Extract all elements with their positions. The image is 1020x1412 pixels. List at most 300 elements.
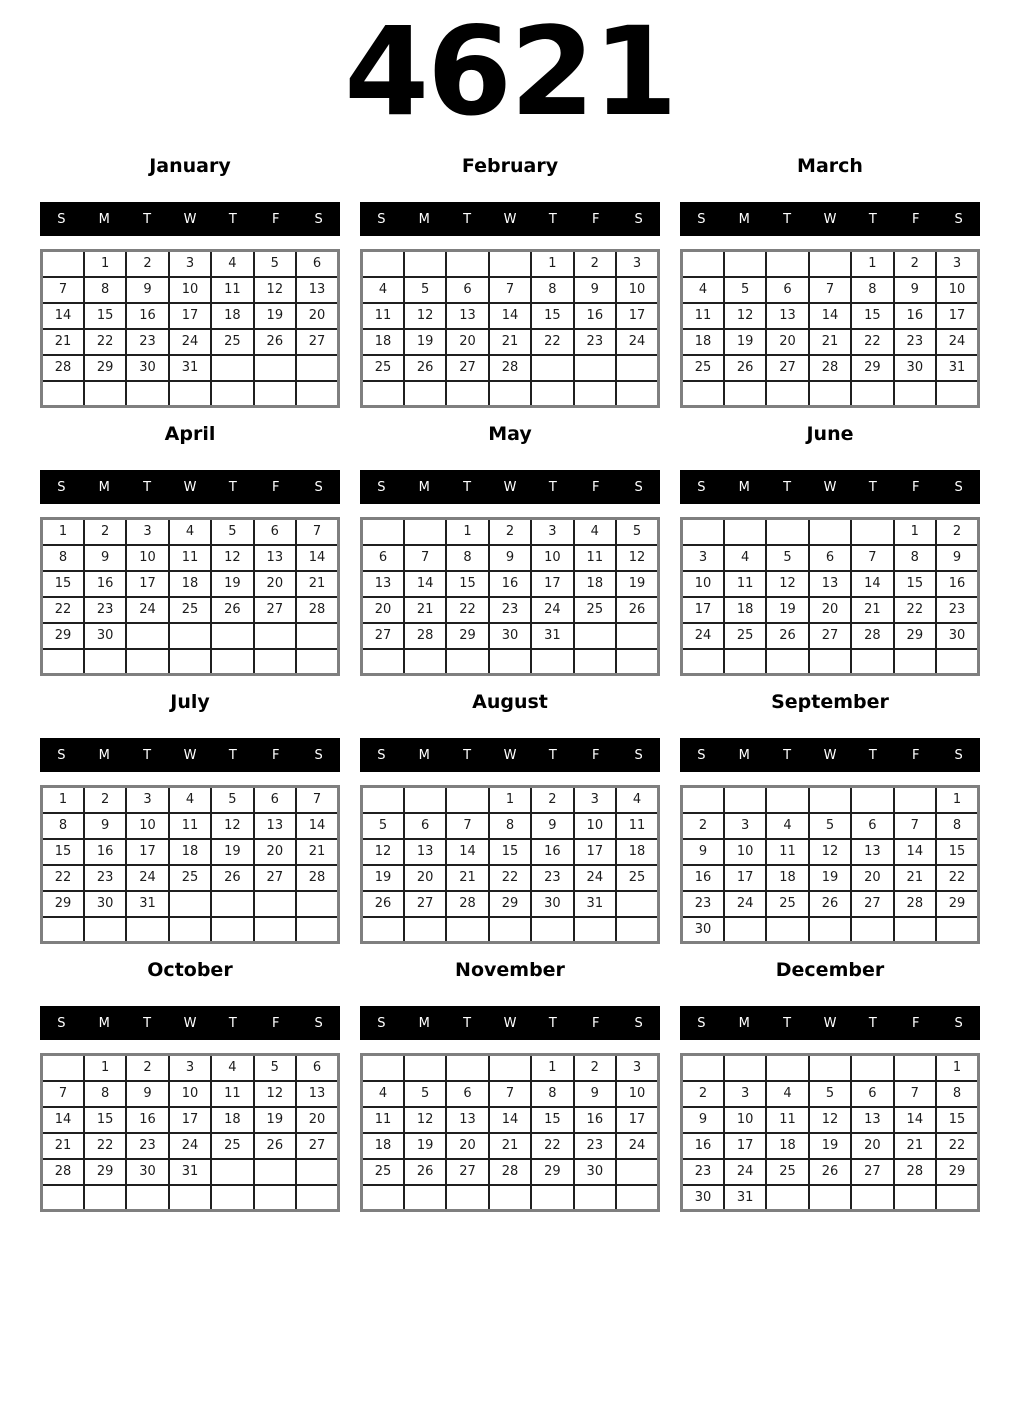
date-cell: 27 [254,865,296,891]
empty-cell [616,623,658,649]
date-cell: 9 [682,1107,724,1133]
date-cell: 24 [574,865,616,891]
date-cell: 1 [851,251,893,277]
weekday-letter: M [738,747,750,763]
date-cell: 18 [682,329,724,355]
weekday-letter: F [591,1015,600,1031]
weekday-letter: S [697,479,706,495]
date-cell: 6 [851,1081,893,1107]
date-cell: 8 [42,545,84,571]
date-cell: 3 [616,1055,658,1081]
date-cell: 23 [682,891,724,917]
date-cell: 15 [42,571,84,597]
date-cell: 18 [211,303,253,329]
date-cell: 24 [724,891,766,917]
date-cell: 13 [404,839,446,865]
date-cell: 21 [809,329,851,355]
date-cell: 2 [84,787,126,813]
weekday-letter: S [697,747,706,763]
dates-table [680,785,980,944]
month-march [680,154,980,408]
date-cell: 21 [489,329,531,355]
week-row [42,381,339,407]
empty-cell [531,355,573,381]
date-cell: 22 [42,865,84,891]
date-cell: 7 [42,277,84,303]
week-row [682,303,979,329]
empty-cell [169,381,211,407]
dates-table [40,517,340,676]
week-row [362,381,659,407]
date-cell: 25 [574,597,616,623]
date-cell: 24 [126,865,168,891]
date-cell: 15 [84,1107,126,1133]
empty-cell [809,649,851,675]
date-cell: 4 [211,251,253,277]
date-cell: 3 [169,1055,211,1081]
date-cell: 14 [894,1107,936,1133]
empty-cell [362,917,404,943]
empty-cell [169,891,211,917]
weekday-letter: M [98,747,110,763]
dates-table [40,249,340,408]
week-row [682,623,979,649]
week-row [362,1159,659,1185]
weekday-letter: F [911,211,920,227]
weekday-letter: F [271,1015,280,1031]
date-cell: 21 [404,597,446,623]
date-cell: 7 [296,519,338,545]
empty-cell [616,381,658,407]
weekday-letter: T [143,479,152,495]
weekday-header [680,202,980,236]
weekday-letter: T [783,747,792,763]
dates-body [42,1055,339,1211]
empty-cell [362,251,404,277]
empty-cell [936,917,978,943]
weekday-letter: S [57,1015,66,1031]
date-cell: 21 [42,1133,84,1159]
weekday-header [40,202,340,236]
date-cell: 7 [296,787,338,813]
date-cell: 11 [574,545,616,571]
weekday-letter: F [271,747,280,763]
week-row [362,623,659,649]
empty-cell [724,917,766,943]
date-cell: 31 [724,1185,766,1211]
date-cell: 27 [446,1159,488,1185]
empty-cell [446,381,488,407]
month-august [360,690,660,944]
empty-cell [446,251,488,277]
empty-cell [809,381,851,407]
date-cell: 3 [169,251,211,277]
weekday-letter: F [911,747,920,763]
weekday-letter: S [954,747,963,763]
weekday-letter: W [503,747,517,763]
week-row [682,1107,979,1133]
empty-cell [446,1185,488,1211]
week-row [362,1055,659,1081]
weekday-letter: T [228,747,237,763]
weekday-letter: T [463,747,472,763]
weekday-letter: M [738,211,750,227]
date-cell: 23 [84,597,126,623]
empty-cell [616,649,658,675]
weekday-letter: T [548,479,557,495]
date-cell: 3 [531,519,573,545]
dates-body [682,519,979,675]
empty-cell [84,917,126,943]
date-cell: 28 [809,355,851,381]
empty-cell [211,649,253,675]
date-cell: 7 [894,813,936,839]
weekday-letter: T [463,479,472,495]
empty-cell [682,519,724,545]
empty-cell [296,381,338,407]
date-cell: 29 [42,623,84,649]
empty-cell [296,649,338,675]
empty-cell [126,917,168,943]
date-cell: 10 [936,277,978,303]
empty-cell [724,787,766,813]
weekday-letter: S [954,211,963,227]
date-cell: 26 [211,865,253,891]
week-row [362,649,659,675]
date-cell: 17 [936,303,978,329]
date-cell: 25 [682,355,724,381]
weekday-header [360,738,660,772]
week-row [362,597,659,623]
date-cell: 4 [211,1055,253,1081]
date-cell: 26 [809,1159,851,1185]
date-cell: 9 [84,545,126,571]
date-cell: 12 [809,839,851,865]
date-cell: 4 [169,519,211,545]
date-cell: 21 [851,597,893,623]
weekday-header [680,470,980,504]
date-cell: 19 [724,329,766,355]
date-cell: 2 [126,251,168,277]
date-cell: 15 [531,303,573,329]
date-cell: 18 [724,597,766,623]
date-cell: 24 [531,597,573,623]
date-cell: 9 [936,545,978,571]
empty-cell [254,623,296,649]
date-cell: 24 [169,1133,211,1159]
date-cell: 29 [446,623,488,649]
empty-cell [724,519,766,545]
empty-cell [42,251,84,277]
empty-cell [42,649,84,675]
date-cell: 11 [362,1107,404,1133]
date-cell: 6 [296,1055,338,1081]
empty-cell [851,649,893,675]
date-cell: 27 [296,1133,338,1159]
empty-cell [404,1185,446,1211]
date-cell: 13 [851,839,893,865]
date-cell: 5 [254,251,296,277]
date-cell: 18 [766,865,808,891]
empty-cell [446,917,488,943]
weekday-letter: W [503,1015,517,1031]
date-cell: 4 [766,1081,808,1107]
empty-cell [894,649,936,675]
date-cell: 9 [531,813,573,839]
empty-cell [851,917,893,943]
empty-cell [682,649,724,675]
month-name: August [472,691,548,714]
empty-cell [211,1159,253,1185]
weekday-letter: S [377,747,386,763]
date-cell: 28 [296,597,338,623]
weekday-letter: W [503,211,517,227]
empty-cell [531,1185,573,1211]
date-cell: 29 [851,355,893,381]
date-cell: 6 [362,545,404,571]
date-cell: 26 [254,1133,296,1159]
date-cell: 27 [851,1159,893,1185]
date-cell: 19 [211,571,253,597]
week-row [42,545,339,571]
date-cell: 11 [169,545,211,571]
week-row [682,649,979,675]
empty-cell [296,891,338,917]
weekday-letter: W [183,211,197,227]
date-cell: 4 [362,277,404,303]
weekday-letter: T [868,211,877,227]
date-cell: 18 [574,571,616,597]
weekday-letter: M [418,211,430,227]
empty-cell [126,1185,168,1211]
weekday-letter: F [591,479,600,495]
date-cell: 12 [254,1081,296,1107]
empty-cell [362,381,404,407]
date-cell: 12 [254,277,296,303]
date-cell: 6 [254,519,296,545]
weekday-letter: W [183,1015,197,1031]
month-name: June [806,423,854,446]
date-cell: 1 [446,519,488,545]
empty-cell [724,381,766,407]
week-row [682,597,979,623]
date-cell: 30 [574,1159,616,1185]
date-cell: 25 [766,891,808,917]
date-cell: 27 [296,329,338,355]
empty-cell [404,787,446,813]
date-cell: 6 [809,545,851,571]
week-row [362,355,659,381]
weekday-letter: S [954,1015,963,1031]
empty-cell [766,787,808,813]
date-cell: 22 [936,865,978,891]
week-row [42,1133,339,1159]
week-row [362,1185,659,1211]
weekday-letter: W [823,747,837,763]
weekday-letter: T [783,1015,792,1031]
date-cell: 7 [809,277,851,303]
date-cell: 20 [851,1133,893,1159]
date-cell: 8 [489,813,531,839]
weekday-letter: S [57,479,66,495]
year-title: 4621 [344,1,676,143]
date-cell: 14 [446,839,488,865]
empty-cell [404,381,446,407]
date-cell: 13 [446,1107,488,1133]
weekday-letter: S [57,747,66,763]
date-cell: 7 [42,1081,84,1107]
week-row [682,1185,979,1211]
week-row [362,787,659,813]
date-cell: 7 [404,545,446,571]
empty-cell [724,649,766,675]
date-cell: 11 [724,571,766,597]
empty-cell [42,1055,84,1081]
empty-cell [404,1055,446,1081]
week-row [682,251,979,277]
date-cell: 28 [894,891,936,917]
date-cell: 19 [616,571,658,597]
date-cell: 8 [851,277,893,303]
week-row [42,571,339,597]
month-october [40,958,340,1212]
week-row [682,519,979,545]
date-cell: 5 [362,813,404,839]
empty-cell [169,1185,211,1211]
weekday-letter: W [183,479,197,495]
empty-cell [362,1185,404,1211]
date-cell: 24 [616,329,658,355]
week-row [42,251,339,277]
weekday-letter: W [823,1015,837,1031]
date-cell: 23 [531,865,573,891]
date-cell: 6 [766,277,808,303]
date-cell: 18 [169,839,211,865]
date-cell: 3 [682,545,724,571]
weekday-letter: S [634,1015,643,1031]
date-cell: 15 [42,839,84,865]
months-grid [0,154,1020,1212]
date-cell: 10 [126,813,168,839]
dates-table [680,517,980,676]
weekday-letter: W [823,479,837,495]
date-cell: 18 [169,571,211,597]
empty-cell [254,355,296,381]
date-cell: 7 [489,1081,531,1107]
date-cell: 9 [574,277,616,303]
empty-cell [616,917,658,943]
date-cell: 19 [404,329,446,355]
date-cell: 10 [574,813,616,839]
week-row [362,571,659,597]
empty-cell [169,623,211,649]
week-row [682,839,979,865]
week-row [42,787,339,813]
week-row [682,381,979,407]
month-december [680,958,980,1212]
week-row [682,277,979,303]
weekday-letter: S [377,211,386,227]
month-name: May [488,423,532,446]
empty-cell [574,381,616,407]
date-cell: 31 [169,355,211,381]
weekday-letter: M [98,211,110,227]
date-cell: 12 [616,545,658,571]
date-cell: 9 [682,839,724,865]
date-cell: 5 [254,1055,296,1081]
empty-cell [616,355,658,381]
week-row [682,1159,979,1185]
date-cell: 20 [362,597,404,623]
weekday-letter: S [954,479,963,495]
date-cell: 13 [851,1107,893,1133]
empty-cell [682,1055,724,1081]
date-cell: 23 [574,1133,616,1159]
date-cell: 26 [211,597,253,623]
date-cell: 17 [126,571,168,597]
date-cell: 22 [446,597,488,623]
empty-cell [254,1185,296,1211]
date-cell: 13 [254,545,296,571]
date-cell: 13 [254,813,296,839]
dates-body [362,519,659,675]
date-cell: 29 [531,1159,573,1185]
weekday-letter: M [738,479,750,495]
date-cell: 5 [809,813,851,839]
week-row [362,251,659,277]
date-cell: 13 [296,1081,338,1107]
weekday-letter: S [314,479,323,495]
date-cell: 16 [682,1133,724,1159]
date-cell: 13 [296,277,338,303]
date-cell: 27 [254,597,296,623]
date-cell: 20 [809,597,851,623]
date-cell: 30 [84,891,126,917]
weekday-header [40,1006,340,1040]
empty-cell [489,251,531,277]
date-cell: 18 [766,1133,808,1159]
weekday-letter: M [738,1015,750,1031]
month-name: July [170,691,210,714]
empty-cell [296,355,338,381]
weekday-letter: T [228,1015,237,1031]
weekday-letter: M [98,479,110,495]
empty-cell [126,649,168,675]
month-name: April [164,423,216,446]
week-row [42,865,339,891]
date-cell: 11 [211,1081,253,1107]
weekday-letter: T [143,747,152,763]
date-cell: 20 [851,865,893,891]
empty-cell [531,917,573,943]
date-cell: 8 [84,277,126,303]
weekday-header [360,470,660,504]
empty-cell [766,917,808,943]
date-cell: 8 [894,545,936,571]
weekday-letter: M [418,1015,430,1031]
empty-cell [489,1055,531,1081]
date-cell: 31 [169,1159,211,1185]
date-cell: 1 [42,787,84,813]
empty-cell [446,649,488,675]
week-row [42,355,339,381]
date-cell: 21 [894,1133,936,1159]
date-cell: 15 [936,839,978,865]
empty-cell [296,1159,338,1185]
empty-cell [616,891,658,917]
date-cell: 16 [574,303,616,329]
date-cell: 8 [531,1081,573,1107]
